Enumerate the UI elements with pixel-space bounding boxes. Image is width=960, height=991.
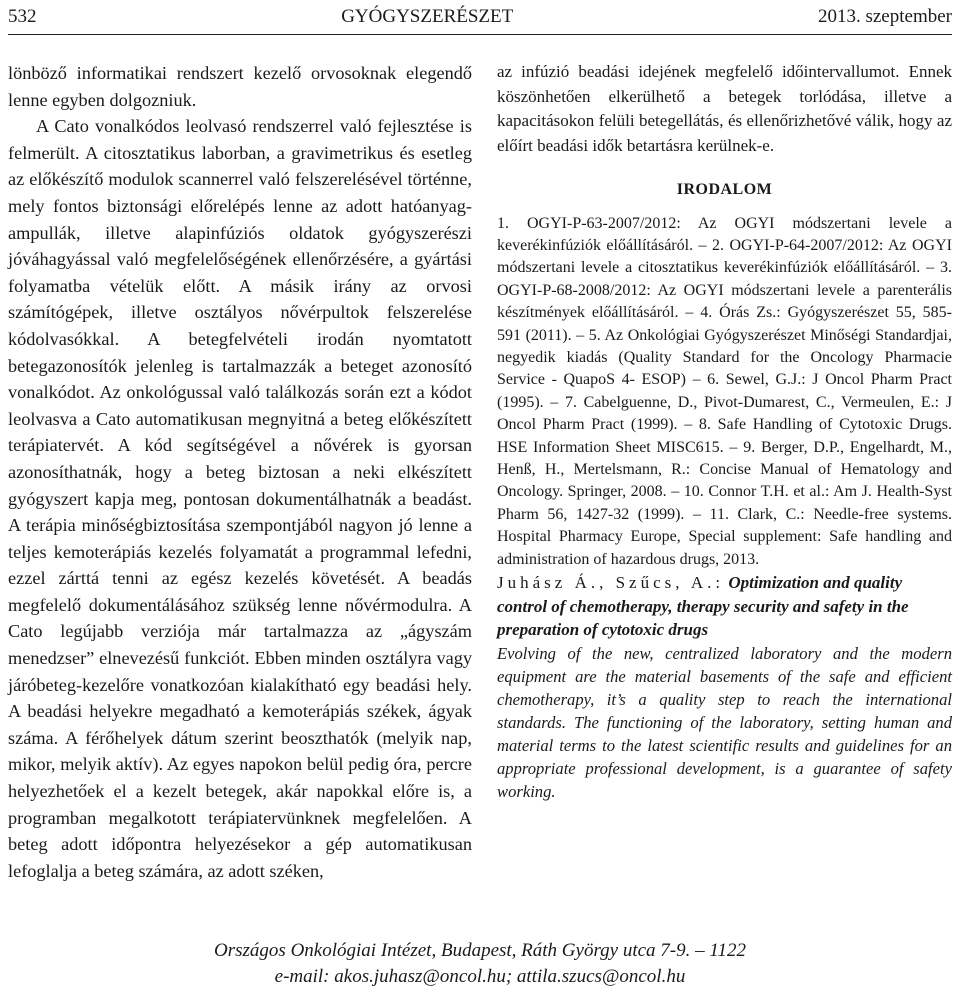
footer-address (0, 938, 960, 990)
paragraph: A Cato vonalkódos leolvasó rendszerrel való fejlesztése is felmerült. A citosztatikus laborban, a gravimetrikus és esetleg az előkészítő modulok scannerrel való felszerelésével történne, mely fontos biztonsági előrelépés lenne az adott hatóanyag-ampullák, illetve alapinfúziós oldatok gyógyszerészi jóváhagyással való megfelelőségének ellenőrzésére, a gyártási folyamatba vételük előtt. A másik irány az orvosi számítógépek, illetve osztályos nővérpultok felszerelése kódolvasókkal. A betegfelvételi irodán nyomtatott betegazonosítók jelenleg is tartalmazzák a beteget azonosító vonalkódot. Az onkológussal való találkozás során ezt a kódot leolvasva a Cato automatikusan megnyitná a beteg előkészített terápiatervét. A kód segítségével a nővérek is gyorsan azonosíthatnák, hogy a beteg biztosan a neki elkészített gyógyszert kapja meg, pontosan dokumentálhatnák a beadást. A terápia minőségbiztosítása szempontjából nagyon jó lenne a teljes kemoterápiás kezelés folyamatát a programmal lefedni, ezzel zárttá tenni az egész kezelés követését. A beadás megfelelő dokumentálásához szükség lenne nővérmodulra. A Cato legújabb verziója már tartalmazza az „ágyszám menedzser” elnevezésű funkciót. Ebben minden osztályra vagy járóbeteg-kezelőre vonatkozóan kialakítható egy beadási hely. A beadási helyekre megadható a kemoterápiás székek, ágyak száma. A férőhelyek dátum szerint beoszthatók (melyik nap, mikor, melyik aktív). Az egyes napokon belül pedig óra, percre helyezhetőek el a kezelt betegek, akár napokkal előre is, a programban megalkotott terápiatervünknek megfelelően. A beteg adott időpontra helyezésekor a gép automatikusan lefoglalja a beteg számára, az adott széken, (8, 116, 472, 881)
references-list: 1. OGYI-P-63-2007/2012: Az OGYI módszertani levele a keverékinfúziók előállításáról. – 2. OGYI-P-64-2007/2012: Az OGYI módszertani levele a citosztatikus keverékinfúziók előállításáról. – 3. OGYI-P-68-2008/2012: Az OGYI módszertani levele a parenterális készítmények előállításáról. – 4. Órás Zs.: Gyógyszerészet 55, 585-591 (2011). – 5. Az Onkológiai Gyógyszerészet Minőségi Standardjai, negyedik kiadás (Quality Standard for the Oncology Pharmacie Service - QuapoS 4- ESOP) – 6. Sewel, G.J.: J Oncol Pharm Pract (1995). – 7. Cabelguenne, D., Pivot-Dumarest, C., Vermeulen, E.: J Oncol Pharm Pract (1999). – 8. Safe Handling of Cytotoxic Drugs. HSE Information Sheet MISC615. – 9. Berger, D.P., Engelhardt, M., Henß, H., Mertelsmann, R.: Concise Manual of Hematology and Oncology. Springer, 2008. – 10. Connor T.H. et al.: Am J. Health-Syst Pharm 56, 1427-32 (1999). – 11. Clark, C.: Needle-free systems. Hospital Pharmacy Europe, Special supplement: Safe handling and administration of hazardous drugs, 2013. (497, 214, 952, 568)
journal-name: GYÓGYSZERÉSZET (341, 6, 514, 27)
abstract-title: Optimization and quality control of chemotherapy, therapy security and safety in the preparation of cytotoxic drugs (497, 573, 909, 639)
email-line: e-mail: akos.juhasz@oncol.hu; attila.szucs@oncol.hu (274, 966, 686, 987)
issue-date: 2013. szeptember (817, 6, 952, 27)
right-column (497, 60, 952, 803)
paragraph: lönböző informatikai rendszert kezelő orvosoknak elegendő lenne egyben dolgozniuk. (8, 63, 472, 110)
abstract-authors: Juhász Á., Szűcs, A.: (497, 573, 725, 592)
running-header (8, 0, 952, 35)
references-heading: IRODALOM (676, 181, 773, 198)
address-line: Országos Onkológiai Intézet, Budapest, Ráth György utca 7-9. – 1122 (214, 940, 746, 961)
paragraph: az infúzió beadási idejének megfelelő időintervallumot. Ennek köszönhetően elkerülhető a betegek torlódása, illetve a kapacitásokon felüli betegellátás, és ellenőrizhetővé válik, hogy az előírt beadási idők betartásra kerülnek-e. (497, 62, 952, 155)
page-number: 532 (8, 6, 37, 27)
left-column (8, 60, 472, 884)
abstract-heading (497, 571, 952, 642)
abstract-text: Evolving of the new, centralized laboratory and the modern equipment are the material basements of the safe and efficient chemotherapy, it’s a quality step to reach the international standards. The functioning of the laboratory, setting human and material terms to the latest scientific results and guidelines for an appropriate professional development, is a guarantee of safety working. (497, 643, 952, 801)
